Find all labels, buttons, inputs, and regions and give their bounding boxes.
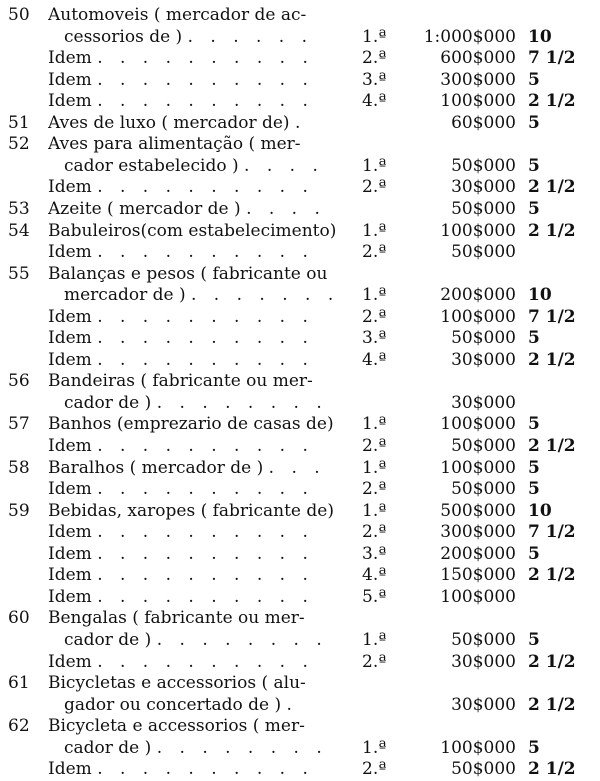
description-text: Aves de luxo ( mercador de) bbox=[48, 112, 290, 133]
entry-description bbox=[64, 629, 348, 651]
percentage: 5 bbox=[528, 414, 540, 435]
entry-row-54 bbox=[0, 220, 600, 242]
entry-row-59 bbox=[0, 500, 600, 522]
description-text: Balanças e pesos ( fabricante ou bbox=[48, 263, 328, 284]
entry-row-continuation bbox=[0, 478, 600, 500]
tax-amount: 50$000 bbox=[451, 198, 516, 219]
entry-row-continuation bbox=[0, 26, 600, 48]
tax-amount: 600$000 bbox=[440, 48, 516, 69]
entry-row-continuation bbox=[0, 737, 600, 759]
entry-row-continuation bbox=[0, 651, 600, 673]
dot-leader: . . . . . . . . bbox=[156, 629, 328, 650]
percentage: 2 1/2 bbox=[528, 694, 576, 715]
entry-description bbox=[48, 500, 348, 522]
tax-amount: 50$000 bbox=[451, 436, 516, 456]
entry-row-continuation bbox=[0, 176, 600, 198]
percentage: 5 bbox=[528, 69, 540, 90]
description-text: Idem bbox=[48, 543, 92, 564]
entry-description bbox=[48, 651, 348, 673]
tax-amount: 1:000$000 bbox=[423, 26, 516, 47]
entry-row-continuation bbox=[0, 392, 600, 414]
class-ordinal: 4.ª bbox=[362, 91, 387, 112]
entry-row-61 bbox=[0, 672, 600, 694]
class-ordinal: 3.ª bbox=[362, 69, 387, 90]
class-ordinal: 2.ª bbox=[362, 48, 387, 69]
entry-description bbox=[64, 26, 348, 48]
class-ordinal: 1.ª bbox=[362, 629, 387, 650]
class-ordinal: 1.ª bbox=[362, 155, 387, 176]
entry-row-continuation bbox=[0, 284, 600, 306]
description-text: Idem bbox=[48, 306, 92, 327]
dot-leader: . . . . . . . . . . bbox=[97, 306, 314, 327]
entry-row-51 bbox=[0, 112, 600, 134]
tax-amount: 200$000 bbox=[440, 285, 516, 306]
dot-leader: . . . . . . . . . . bbox=[97, 759, 314, 780]
description-text: Idem bbox=[48, 48, 92, 69]
tax-amount: 50$000 bbox=[451, 759, 516, 780]
class-ordinal: 2.ª bbox=[362, 522, 387, 543]
percentage: 2 1/2 bbox=[528, 565, 576, 586]
tax-amount: 100$000 bbox=[440, 220, 516, 241]
entry-row-56 bbox=[0, 370, 600, 392]
dot-leader: . . . . . . . . . . bbox=[97, 586, 314, 607]
description-text: Idem bbox=[48, 328, 92, 349]
entry-number: 62 bbox=[8, 716, 30, 737]
entry-row-continuation bbox=[0, 349, 600, 371]
entry-row-continuation bbox=[0, 521, 600, 543]
dot-leader: . . . . . . . . . . bbox=[97, 91, 314, 112]
entry-row-continuation bbox=[0, 155, 600, 177]
tax-amount: 30$000 bbox=[451, 177, 516, 198]
description-text: Idem bbox=[48, 91, 92, 112]
entry-row-continuation bbox=[0, 306, 600, 328]
class-ordinal: 3.ª bbox=[362, 328, 387, 349]
entry-row-52 bbox=[0, 133, 600, 155]
dot-leader: . . . . . . . . . . bbox=[97, 436, 314, 456]
tax-amount: 200$000 bbox=[440, 543, 516, 564]
tax-amount: 300$000 bbox=[440, 522, 516, 543]
entry-description bbox=[48, 370, 348, 392]
entry-row-continuation bbox=[0, 758, 600, 780]
entry-description bbox=[48, 90, 348, 112]
percentage: 2 1/2 bbox=[528, 436, 576, 456]
dot-leader: . . . . . . . . . . bbox=[97, 543, 314, 564]
entry-row-50 bbox=[0, 4, 600, 26]
entry-row-continuation bbox=[0, 586, 600, 608]
entry-description bbox=[48, 69, 348, 91]
percentage: 2 1/2 bbox=[528, 651, 576, 672]
class-ordinal: 1.ª bbox=[362, 737, 387, 758]
entry-number: 58 bbox=[8, 457, 30, 478]
description-text: Idem bbox=[48, 242, 92, 263]
description-text: Idem bbox=[48, 349, 92, 370]
class-ordinal: 4.ª bbox=[362, 565, 387, 586]
entry-description bbox=[48, 521, 348, 543]
percentage: 2 1/2 bbox=[528, 91, 576, 112]
class-ordinal: 1.ª bbox=[362, 414, 387, 435]
percentage: 2 1/2 bbox=[528, 220, 576, 241]
entry-description bbox=[48, 220, 348, 242]
entry-row-continuation bbox=[0, 629, 600, 651]
entry-row-58 bbox=[0, 457, 600, 479]
entry-row-continuation bbox=[0, 69, 600, 91]
class-ordinal: 4.ª bbox=[362, 349, 387, 370]
entry-description bbox=[48, 263, 348, 285]
dot-leader: . . . . . . . . . . bbox=[97, 565, 314, 586]
entry-number: 61 bbox=[8, 673, 30, 694]
entry-description bbox=[48, 241, 348, 263]
description-text: Bandeiras ( fabricante ou mer- bbox=[48, 371, 313, 392]
class-ordinal: 1.ª bbox=[362, 457, 387, 478]
percentage: 5 bbox=[528, 543, 540, 564]
dot-leader: . . . bbox=[268, 457, 326, 478]
description-text: Idem bbox=[48, 565, 92, 586]
percentage: 5 bbox=[528, 629, 540, 650]
entry-row-62 bbox=[0, 715, 600, 737]
percentage: 7 1/2 bbox=[528, 522, 576, 543]
entry-row-continuation bbox=[0, 327, 600, 349]
entry-description bbox=[64, 392, 348, 414]
class-ordinal: 2.ª bbox=[362, 436, 387, 456]
percentage: 10 bbox=[528, 500, 552, 521]
entry-description bbox=[48, 543, 348, 565]
dot-leader: . . . . . . . bbox=[191, 285, 340, 306]
class-ordinal: 2.ª bbox=[362, 759, 387, 780]
description-text: Baralhos ( mercador de ) bbox=[48, 457, 264, 478]
tax-amount: 500$000 bbox=[440, 500, 516, 521]
dot-leader: . . . . . . . . . . bbox=[97, 479, 314, 500]
description-text: cador de ) bbox=[64, 629, 152, 650]
entry-row-continuation bbox=[0, 90, 600, 112]
description-text: Idem bbox=[48, 522, 92, 543]
entry-number: 55 bbox=[8, 263, 30, 284]
entry-row-continuation bbox=[0, 241, 600, 263]
dot-leader: . bbox=[294, 112, 307, 133]
entry-description bbox=[48, 435, 348, 457]
percentage: 7 1/2 bbox=[528, 306, 576, 327]
entry-row-continuation bbox=[0, 564, 600, 586]
dot-leader: . . . . . . . . bbox=[156, 392, 328, 413]
entry-description bbox=[48, 672, 348, 694]
class-ordinal: 3.ª bbox=[362, 543, 387, 564]
tax-amount: 100$000 bbox=[440, 414, 516, 435]
dot-leader: . . . . . . bbox=[187, 26, 314, 47]
entry-row-53 bbox=[0, 198, 600, 220]
entry-description bbox=[48, 349, 348, 371]
entry-description bbox=[48, 198, 348, 220]
description-text: gador ou concertado de ) bbox=[64, 694, 282, 715]
description-text: Automoveis ( mercador de ac- bbox=[48, 5, 307, 25]
percentage: 2 1/2 bbox=[528, 349, 576, 370]
class-ordinal: 2.ª bbox=[362, 177, 387, 198]
dot-leader: . bbox=[286, 694, 298, 715]
dot-leader: . . . . . . . . . . bbox=[97, 242, 314, 263]
percentage: 2 1/2 bbox=[528, 177, 576, 198]
description-text: Idem bbox=[48, 436, 92, 456]
entry-number: 51 bbox=[8, 112, 30, 133]
description-text: Babuleiros(com estabelecimento) bbox=[48, 220, 337, 241]
entry-description bbox=[48, 564, 348, 586]
tax-amount: 100$000 bbox=[440, 586, 516, 607]
entry-description bbox=[48, 112, 348, 134]
tax-amount: 100$000 bbox=[440, 306, 516, 327]
entry-description bbox=[48, 478, 348, 500]
tax-amount: 30$000 bbox=[451, 694, 516, 715]
class-ordinal: 1.ª bbox=[362, 500, 387, 521]
description-text: Bicycletas e accessorios ( alu- bbox=[48, 673, 306, 694]
tax-amount: 50$000 bbox=[451, 479, 516, 500]
entry-number: 60 bbox=[8, 608, 30, 629]
entry-description bbox=[48, 715, 348, 737]
entry-description bbox=[48, 586, 348, 608]
class-ordinal: 2.ª bbox=[362, 651, 387, 672]
percentage: 10 bbox=[528, 285, 552, 306]
entry-description bbox=[64, 737, 348, 759]
entry-description bbox=[48, 306, 348, 328]
dot-leader: . . . . . . . . . . bbox=[97, 349, 314, 370]
entry-row-continuation bbox=[0, 435, 600, 457]
entry-description bbox=[48, 47, 348, 69]
entry-description bbox=[64, 694, 348, 716]
entry-number: 50 bbox=[8, 5, 30, 25]
tax-amount: 60$000 bbox=[451, 112, 516, 133]
description-text: cessorios de ) bbox=[64, 26, 183, 47]
tax-amount: 50$000 bbox=[451, 629, 516, 650]
entry-description bbox=[48, 413, 348, 435]
entry-description bbox=[48, 758, 348, 780]
entry-description bbox=[48, 4, 348, 26]
tax-amount: 100$000 bbox=[440, 457, 516, 478]
entry-row-57 bbox=[0, 413, 600, 435]
percentage: 10 bbox=[528, 26, 552, 47]
class-ordinal: 1.ª bbox=[362, 26, 387, 47]
description-text: Azeite ( mercador de ) bbox=[48, 198, 241, 219]
percentage: 5 bbox=[528, 457, 540, 478]
entry-description bbox=[48, 327, 348, 349]
description-text: Bebidas, xaropes ( fabricante de) bbox=[48, 500, 334, 521]
entry-number: 52 bbox=[8, 134, 30, 155]
percentage: 5 bbox=[528, 737, 540, 758]
entry-row-continuation bbox=[0, 47, 600, 69]
entry-number: 57 bbox=[8, 414, 30, 435]
entry-row-60 bbox=[0, 607, 600, 629]
entry-description bbox=[48, 176, 348, 198]
dot-leader: . . . . . . . . . . bbox=[97, 177, 314, 198]
dot-leader: . . . . . . . . . . bbox=[97, 69, 314, 90]
entry-description bbox=[48, 607, 348, 629]
tax-amount: 100$000 bbox=[440, 91, 516, 112]
class-ordinal: 5.ª bbox=[362, 586, 387, 607]
percentage: 2 1/2 bbox=[528, 759, 576, 780]
dot-leader: . . . . bbox=[246, 198, 326, 219]
entry-description bbox=[64, 284, 348, 306]
dot-leader: . . . . . . . . . . bbox=[97, 328, 314, 349]
class-ordinal: 2.ª bbox=[362, 306, 387, 327]
percentage: 5 bbox=[528, 328, 540, 349]
dot-leader: . . . . . . . . . . bbox=[97, 522, 314, 543]
class-ordinal: 2.ª bbox=[362, 242, 387, 263]
dot-leader: . . . . . . . . . . bbox=[97, 48, 314, 69]
description-text: Bicycleta e accessorios ( mer- bbox=[48, 716, 305, 737]
percentage: 5 bbox=[528, 479, 540, 500]
description-text: Aves para alimentação ( mer- bbox=[48, 134, 301, 155]
dot-leader: . . . . bbox=[244, 155, 324, 176]
description-text: Idem bbox=[48, 759, 92, 780]
tax-amount: 50$000 bbox=[451, 328, 516, 349]
class-ordinal: 1.ª bbox=[362, 220, 387, 241]
percentage: 5 bbox=[528, 112, 540, 133]
description-text: Idem bbox=[48, 177, 92, 198]
entry-row-continuation bbox=[0, 694, 600, 716]
tax-amount: 50$000 bbox=[451, 242, 516, 263]
description-text: cador de ) bbox=[64, 737, 152, 758]
tax-amount: 50$000 bbox=[451, 155, 516, 176]
tax-amount: 30$000 bbox=[451, 392, 516, 413]
entry-row-55 bbox=[0, 263, 600, 285]
description-text: Idem bbox=[48, 651, 92, 672]
tax-amount: 100$000 bbox=[440, 737, 516, 758]
entry-description bbox=[64, 155, 348, 177]
entry-description bbox=[48, 133, 348, 155]
entry-number: 56 bbox=[8, 371, 30, 392]
description-text: Idem bbox=[48, 69, 92, 90]
percentage: 7 1/2 bbox=[528, 48, 576, 69]
description-text: Banhos (emprezario de casas de) bbox=[48, 414, 334, 435]
description-text: Bengalas ( fabricante ou mer- bbox=[48, 608, 305, 629]
description-text: cador estabelecido ) bbox=[64, 155, 239, 176]
description-text: cador de ) bbox=[64, 392, 152, 413]
tax-amount: 30$000 bbox=[451, 651, 516, 672]
description-text: mercador de ) bbox=[64, 285, 186, 306]
class-ordinal: 1.ª bbox=[362, 285, 387, 306]
entry-description bbox=[48, 457, 348, 479]
percentage: 5 bbox=[528, 155, 540, 176]
entry-row-continuation bbox=[0, 543, 600, 565]
tax-amount: 300$000 bbox=[440, 69, 516, 90]
class-ordinal: 2.ª bbox=[362, 479, 387, 500]
dot-leader: . . . . . . . . . . bbox=[97, 651, 314, 672]
tax-amount: 30$000 bbox=[451, 349, 516, 370]
tax-amount: 150$000 bbox=[440, 565, 516, 586]
entry-number: 54 bbox=[8, 220, 30, 241]
entry-number: 59 bbox=[8, 500, 30, 521]
percentage: 5 bbox=[528, 198, 540, 219]
description-text: Idem bbox=[48, 479, 92, 500]
description-text: Idem bbox=[48, 586, 92, 607]
entry-number: 53 bbox=[8, 198, 30, 219]
dot-leader: . . . . . . . . bbox=[156, 737, 328, 758]
